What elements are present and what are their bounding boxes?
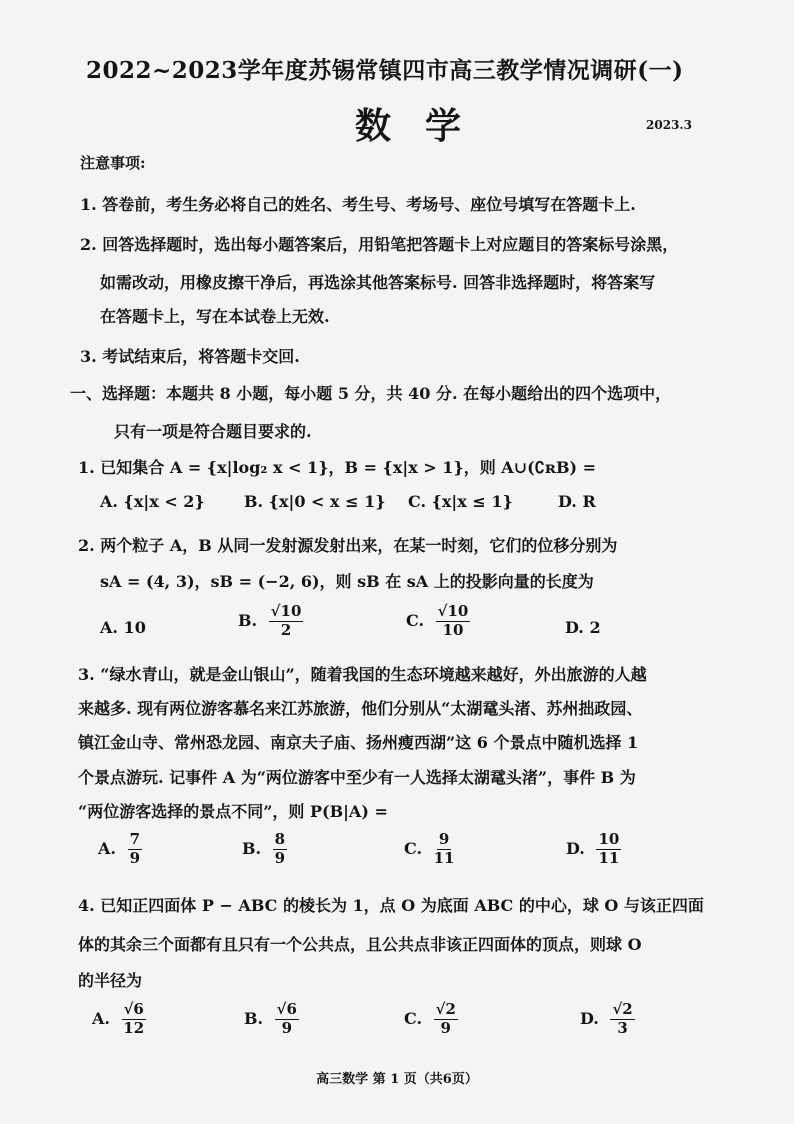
question-2-line-2: sA = (4, 3)，sB = (−2, 6)，则 sB 在 sA 上的投影向量的长度为: [100, 572, 594, 591]
question-3-option-b-fraction: [273, 832, 287, 867]
notice-item-2-line-2: 如需改动，用橡皮擦干净后，再选涂其他答案标号. 回答非选择题时，将答案写: [100, 273, 656, 292]
exam-title: 2022~2023学年度苏锡常镇四市高三教学情况调研(一): [86, 57, 684, 84]
fraction-numerator: 8: [274, 830, 286, 848]
notice-item-3: 3. 考试结束后，将答题卡交回.: [80, 347, 300, 366]
fraction-denominator: 10: [442, 620, 464, 639]
question-3-option-d-fraction: [596, 832, 621, 867]
question-2-option-c-fraction: [436, 604, 471, 639]
fraction-numerator: √10: [270, 602, 302, 620]
fraction-denominator: 12: [123, 1018, 145, 1037]
fraction-numerator: √10: [437, 602, 469, 620]
question-4-line-2: 体的其余三个面都有且只有一个公共点，且公共点非该正四面体的顶点，则球 O: [78, 935, 642, 954]
question-3-option-a-label: A.: [98, 838, 116, 858]
fraction-numerator: √2: [612, 1000, 633, 1018]
fraction-numerator: √6: [123, 1000, 144, 1018]
fraction-numerator: √6: [276, 1000, 297, 1018]
question-4-option-c: [404, 1002, 458, 1037]
question-1-option-d: D. R: [558, 492, 596, 511]
question-4-option-d: [580, 1002, 635, 1037]
question-2-option-c: [406, 604, 470, 639]
question-1-option-c: C. {x|x ≤ 1}: [408, 492, 513, 511]
question-3-line-3: 镇江金山寺、常州恐龙园、南京夫子庙、扬州瘦西湖”这 6 个景点中随机选择 1: [78, 733, 639, 752]
fraction-denominator: 11: [598, 848, 620, 867]
fraction-numerator: 10: [598, 830, 620, 848]
question-2-option-c-label: C.: [406, 610, 425, 630]
notice-item-2-line-1: 2. 回答选择题时，选出每小题答案后，用铅笔把答题卡上对应题目的答案标号涂黑，: [80, 235, 679, 254]
question-3-option-c-label: C.: [404, 838, 423, 858]
question-4-option-a-fraction: [122, 1002, 146, 1037]
question-2-option-d: D. 2: [565, 618, 601, 637]
question-4-option-d-fraction: [610, 1002, 634, 1037]
fraction-denominator: 9: [129, 848, 140, 867]
question-4-option-c-fraction: [434, 1002, 458, 1037]
fraction-denominator: 2: [280, 620, 292, 639]
fraction-numerator: 9: [438, 830, 450, 848]
section-1-heading-line-2: 只有一项是符合题目要求的.: [114, 422, 312, 441]
question-2-line-1: 2. 两个粒子 A，B 从同一发射源发射出来，在某一时刻，它们的位移分别为: [78, 536, 618, 555]
question-4-option-b-label: B.: [244, 1008, 264, 1028]
question-1-option-b: B. {x|0 < x ≤ 1}: [244, 492, 386, 511]
question-2-option-b-fraction: [269, 604, 304, 639]
question-2-option-a: A. 10: [100, 618, 146, 637]
exam-date: 2023.3: [646, 118, 692, 132]
fraction-numerator: 7: [129, 830, 140, 848]
question-2-option-b: [238, 604, 303, 639]
question-4-option-b-fraction: [275, 1002, 299, 1037]
question-3-option-c: [404, 832, 454, 867]
question-4-line-3: 的半径为: [78, 971, 143, 990]
fraction-denominator: 11: [433, 848, 455, 867]
question-2-option-b-label: B.: [238, 610, 258, 630]
fraction-denominator: 9: [281, 1018, 293, 1037]
question-4-option-a-label: A.: [92, 1008, 110, 1028]
question-3-option-a-fraction: [128, 832, 142, 867]
fraction-numerator: √2: [435, 1000, 456, 1018]
fraction-denominator: 3: [617, 1018, 628, 1037]
question-4-option-d-label: D.: [580, 1008, 599, 1028]
question-4-option-a: [92, 1002, 146, 1037]
question-3-option-c-fraction: [434, 832, 455, 867]
question-3-line-2: 来越多. 现有两位游客慕名来江苏旅游，他们分别从“太湖鼋头渚、苏州拙政园、: [78, 699, 643, 718]
question-3-line-4: 个景点游玩. 记事件 A 为“两位游客中至少有一人选择太湖鼋头渚”，事件 B 为: [78, 768, 636, 787]
fraction-denominator: 9: [274, 848, 286, 867]
question-3-option-b-label: B.: [242, 838, 262, 858]
question-3-option-a: [98, 832, 142, 867]
question-4-line-1: 4. 已知正四面体 P − ABC 的棱长为 1，点 O 为底面 ABC 的中心，球 O 与该正四面: [78, 896, 704, 915]
notice-heading: 注意事项:: [80, 154, 146, 172]
question-3-option-d-label: D.: [566, 838, 585, 858]
question-3-option-b: [242, 832, 287, 867]
subject-title: 数学: [355, 105, 496, 147]
question-3-line-1: 3. “绿水青山，就是金山银山”，随着我国的生态环境越来越好，外出旅游的人越: [78, 665, 647, 684]
fraction-denominator: 9: [440, 1018, 451, 1037]
question-3-line-5: “两位游客选择的景点不同”，则 P(B|A) =: [78, 802, 388, 821]
section-1-heading: 一、选择题：本题共 8 小题，每小题 5 分，共 40 分. 在每小题给出的四个选项中，: [70, 384, 672, 403]
question-1-option-a: A. {x|x < 2}: [100, 492, 205, 511]
notice-item-2-line-3: 在答题卡上，写在本试卷上无效.: [100, 307, 330, 326]
question-1-stem: 1. 已知集合 A = {x|log₂ x < 1}，B = {x|x > 1}，则 A∪(∁ʀB) =: [78, 458, 597, 477]
question-4-option-b: [244, 1002, 299, 1037]
question-3-option-d: [566, 832, 621, 867]
notice-item-1: 1. 答卷前，考生务必将自己的姓名、考生号、考场号、座位号填写在答题卡上.: [80, 195, 636, 214]
page-footer: 高三数学 第 1 页（共6页）: [316, 1072, 478, 1087]
question-4-option-c-label: C.: [404, 1008, 423, 1028]
